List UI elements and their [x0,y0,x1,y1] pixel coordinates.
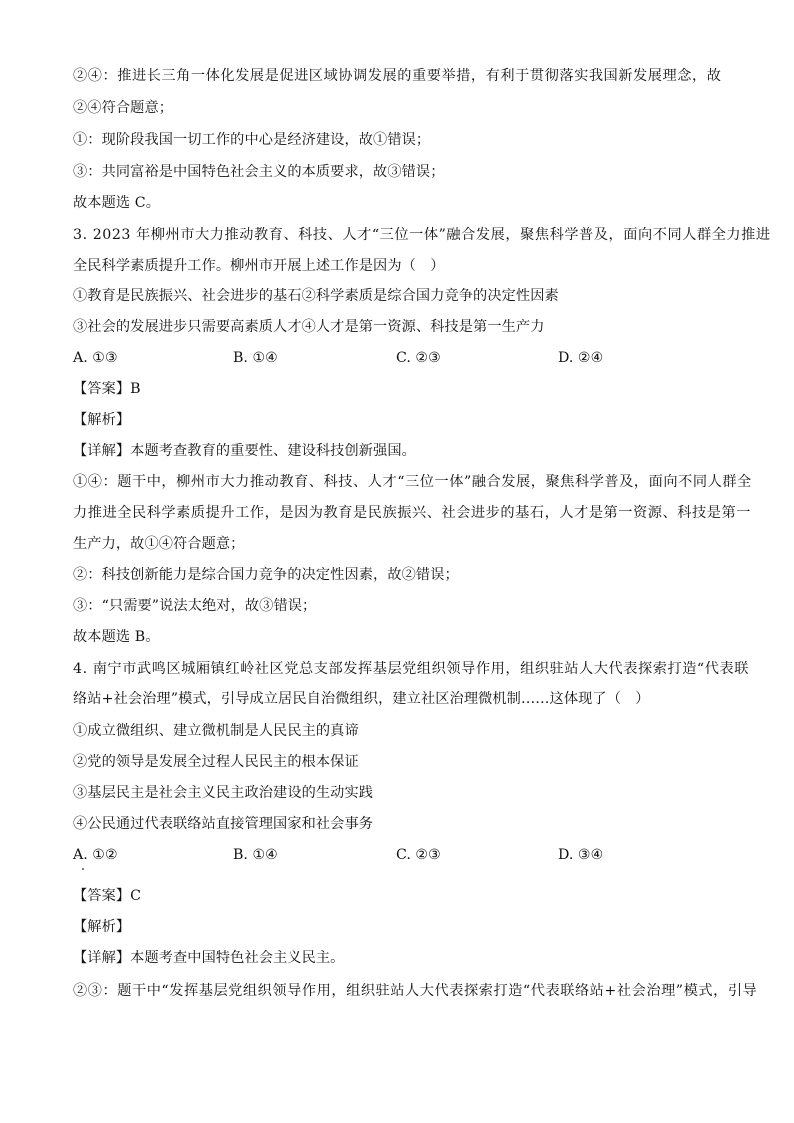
question-4-stem: 络站+社会治理”模式，引导成立居民自治微组织，建立社区治理微机制……这体现了（ ） [73,691,650,707]
detail-line: 生产力，故①④符合题意； [73,536,245,552]
analysis-heading: 【解析】 [73,919,131,935]
question-4-option-b: B. ①④ [233,847,278,863]
answer-label: 【答案】B [73,381,141,397]
question-4-statement: ③基层民主是社会主义民主政治建设的生动实践 [73,785,374,801]
conclusion-line: 故本题选 C。 [73,195,161,211]
question-3-option-a: A. ①③ [73,350,118,366]
question-4-option-a: A. ①② [73,847,118,863]
question-4-statement: ①成立微组织、建立微机制是人民民主的真谛 [73,723,359,739]
detail-line: 【详解】本题考查中国特色社会主义民主。 [73,950,345,966]
question-4-stem: 4. 南宁市武鸣区城厢镇红岭社区党总支部发挥基层党组织领导作用，组织驻站人大代表探索打造“代表联 [73,661,749,677]
question-3-option-d: D. ②④ [558,350,604,366]
detail-line: ①④：题干中，柳州市大力推动教育、科技、人才“三位一体”融合发展，聚焦科学普及，面向不同人群全 [73,474,752,490]
question-3-option-b: B. ①④ [233,350,278,366]
detail-line: 力推进全民科学素质提升工作，是因为教育是民族振兴、社会进步的基石，人才是第一资源、科技是第一 [73,505,751,521]
question-3-stem: 全民科学素质提升工作。柳州市开展上述工作是因为（ ） [73,258,445,274]
detail-line: ②③：题干中“发挥基层党组织领导作用，组织驻站人大代表探索打造“代表联络站+社会治理”模式，引导 [73,983,758,999]
question-4-option-d: D. ③④ [558,847,604,863]
question-3-statement: ①教育是民族振兴、社会进步的基石②科学素质是综合国力竞争的决定性因素 [73,288,559,304]
question-3-option-c: C. ②③ [396,350,441,366]
analysis-line: ③：共同富裕是中国特色社会主义的本质要求，故③错误； [73,164,445,180]
question-3-statement: ③社会的发展进步只需要高素质人才④人才是第一资源、科技是第一生产力 [73,319,545,335]
detail-line: ③：“只需要”说法太绝对，故③错误； [73,598,317,614]
analysis-heading: 【解析】 [73,412,131,428]
detail-line: 【详解】本题考查教育的重要性、建设科技创新强国。 [73,443,416,459]
question-3-stem: 3. 2023 年柳州市大力推动教育、科技、人才“三位一体”融合发展，聚焦科学普及，面向不同人群全力推进 [73,227,771,243]
analysis-line: ②④符合题意； [73,100,174,116]
question-4-option-c: C. ②③ [396,847,441,863]
stray-dot [82,868,84,870]
detail-line: ②：科技创新能力是综合国力竞争的决定性因素，故②错误； [73,567,459,583]
analysis-line: ②④：推进长三角一体化发展是促进区域协调发展的重要举措，有利于贯彻落实我国新发展理念，故 [73,68,722,84]
answer-label: 【答案】C [73,888,142,904]
question-4-statement: ④公民通过代表联络站直接管理国家和社会事务 [73,816,374,832]
analysis-line: ①：现阶段我国一切工作的中心是经济建设，故①错误； [73,132,431,148]
question-4-statement: ②党的领导是发展全过程人民民主的根本保证 [73,754,359,770]
conclusion-line: 故本题选 B。 [73,629,160,645]
